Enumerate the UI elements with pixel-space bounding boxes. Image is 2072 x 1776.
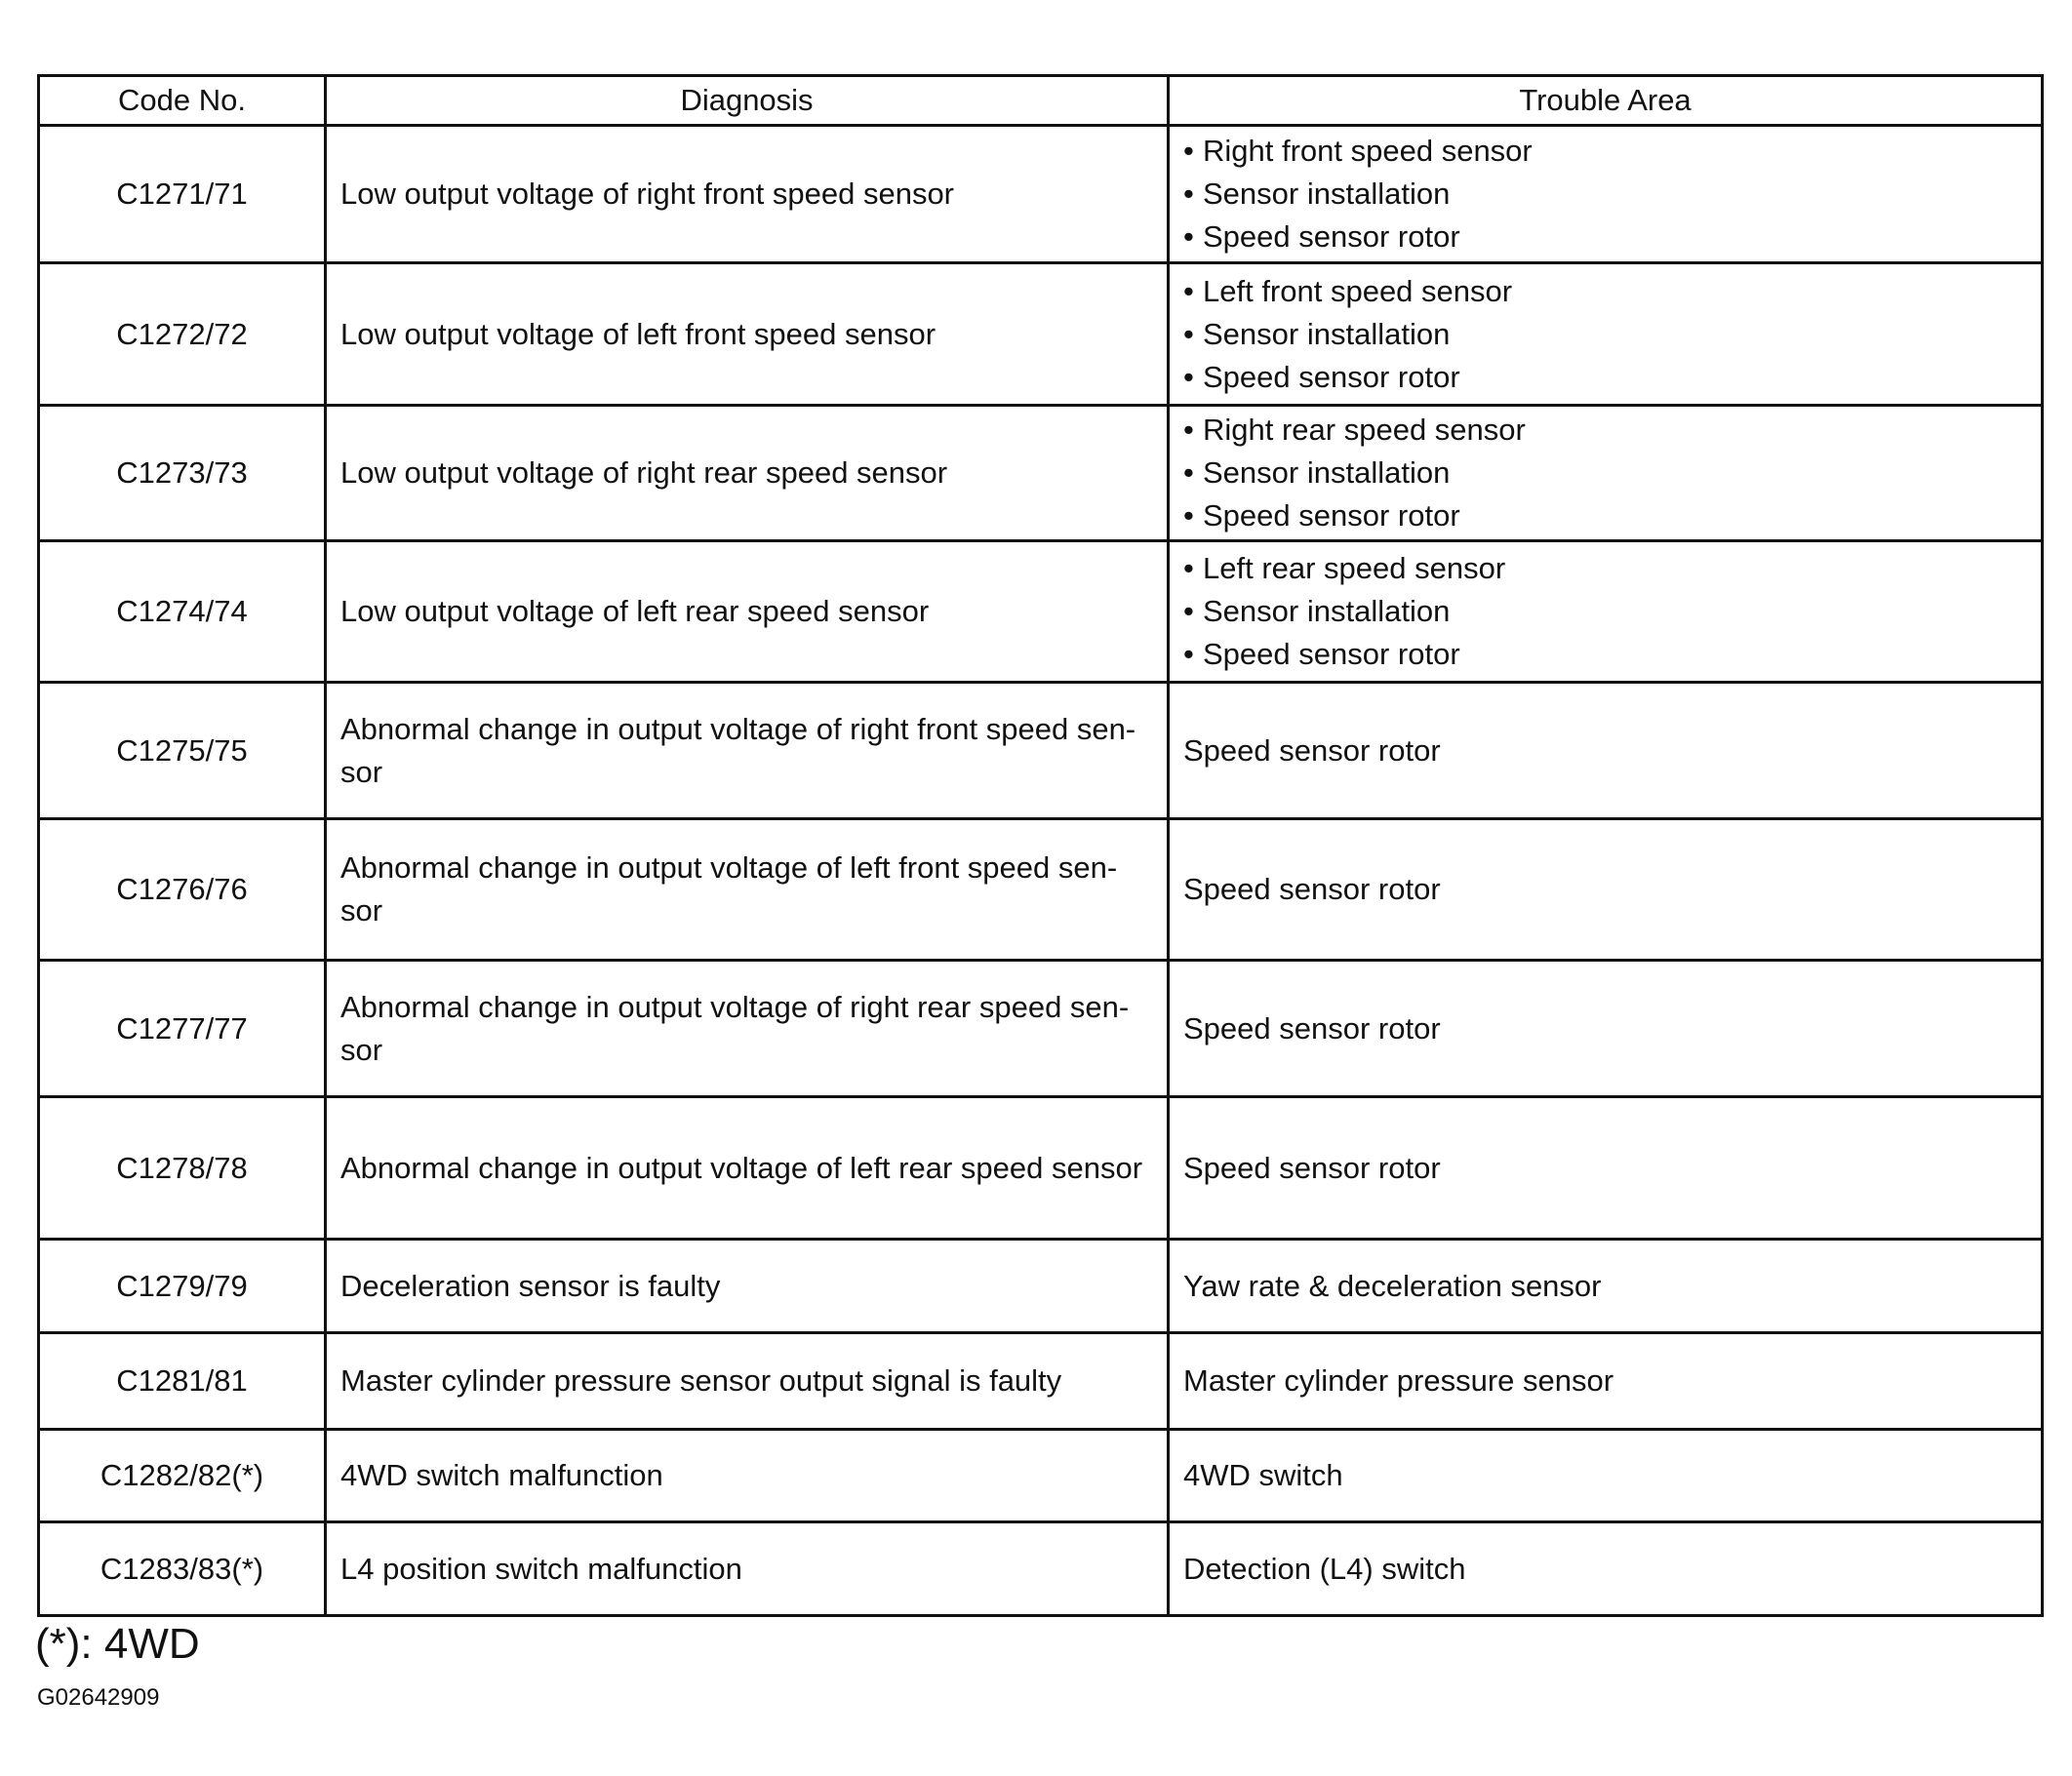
code-cell: C1277/77 (39, 961, 326, 1097)
diagnosis-cell: Abnormal change in output voltage of left front speed sen-sor (326, 819, 1169, 961)
header-diagnosis: Diagnosis (326, 76, 1169, 126)
trouble-area-cell: Detection (L4) switch (1169, 1522, 2043, 1616)
trouble-area-cell (1169, 263, 2043, 406)
table-row (39, 126, 2043, 263)
footnote: (*): 4WD (35, 1620, 200, 1668)
table-row (39, 406, 2043, 541)
table-row (39, 1333, 2043, 1430)
list-item: • Left front speed sensor (1183, 270, 2027, 313)
list-item: • Speed sensor rotor (1183, 356, 2027, 399)
table-row (39, 1240, 2043, 1333)
trouble-area-cell (1169, 541, 2043, 683)
trouble-area-cell: 4WD switch (1169, 1430, 2043, 1522)
table-row (39, 541, 2043, 683)
code-cell: C1279/79 (39, 1240, 326, 1333)
trouble-area-cell: Speed sensor rotor (1169, 819, 2043, 961)
trouble-area-list (1183, 130, 2027, 258)
code-cell: C1281/81 (39, 1333, 326, 1430)
figure-id: G02642909 (37, 1684, 160, 1711)
table-row (39, 1430, 2043, 1522)
diagnosis-cell: Low output voltage of right rear speed sensor (326, 406, 1169, 541)
table-row (39, 961, 2043, 1097)
diagnosis-cell: Abnormal change in output voltage of right rear speed sen-sor (326, 961, 1169, 1097)
trouble-area-cell: Speed sensor rotor (1169, 683, 2043, 819)
trouble-area-list (1183, 270, 2027, 399)
list-item: • Right front speed sensor (1183, 130, 2027, 173)
diagnosis-cell: L4 position switch malfunction (326, 1522, 1169, 1616)
table-header-row (39, 76, 2043, 126)
table-body (39, 126, 2043, 1616)
code-cell: C1283/83(*) (39, 1522, 326, 1616)
trouble-area-cell: Master cylinder pressure sensor (1169, 1333, 2043, 1430)
diagnosis-cell: Low output voltage of left rear speed sensor (326, 541, 1169, 683)
diagnosis-cell: Abnormal change in output voltage of left rear speed sensor (326, 1097, 1169, 1240)
code-cell: C1271/71 (39, 126, 326, 263)
list-item: • Sensor installation (1183, 313, 2027, 356)
diagnosis-cell: Master cylinder pressure sensor output signal is faulty (326, 1333, 1169, 1430)
list-item: • Sensor installation (1183, 590, 2027, 633)
table-row (39, 1097, 2043, 1240)
trouble-area-list (1183, 409, 2027, 537)
diagnosis-cell: Deceleration sensor is faulty (326, 1240, 1169, 1333)
code-cell: C1276/76 (39, 819, 326, 961)
trouble-area-cell (1169, 126, 2043, 263)
diagnosis-cell: Low output voltage of left front speed sensor (326, 263, 1169, 406)
list-item: • Left rear speed sensor (1183, 547, 2027, 590)
code-cell: C1272/72 (39, 263, 326, 406)
trouble-area-cell: Speed sensor rotor (1169, 1097, 2043, 1240)
diagnosis-cell: 4WD switch malfunction (326, 1430, 1169, 1522)
dtc-table (37, 74, 2044, 1617)
trouble-area-cell: Yaw rate & deceleration sensor (1169, 1240, 2043, 1333)
code-cell: C1282/82(*) (39, 1430, 326, 1522)
table-row (39, 819, 2043, 961)
table-row (39, 683, 2043, 819)
table-row (39, 263, 2043, 406)
trouble-area-cell: Speed sensor rotor (1169, 961, 2043, 1097)
trouble-area-list (1183, 547, 2027, 676)
list-item: • Sensor installation (1183, 452, 2027, 494)
code-cell: C1274/74 (39, 541, 326, 683)
list-item: • Speed sensor rotor (1183, 494, 2027, 537)
list-item: • Speed sensor rotor (1183, 216, 2027, 258)
diagnosis-cell: Low output voltage of right front speed sensor (326, 126, 1169, 263)
diagnosis-cell: Abnormal change in output voltage of right front speed sen-sor (326, 683, 1169, 819)
list-item: • Speed sensor rotor (1183, 633, 2027, 676)
list-item: • Sensor installation (1183, 173, 2027, 216)
list-item: • Right rear speed sensor (1183, 409, 2027, 452)
table-row (39, 1522, 2043, 1616)
header-code-no: Code No. (39, 76, 326, 126)
trouble-area-cell (1169, 406, 2043, 541)
header-trouble-area: Trouble Area (1169, 76, 2043, 126)
code-cell: C1273/73 (39, 406, 326, 541)
code-cell: C1278/78 (39, 1097, 326, 1240)
code-cell: C1275/75 (39, 683, 326, 819)
